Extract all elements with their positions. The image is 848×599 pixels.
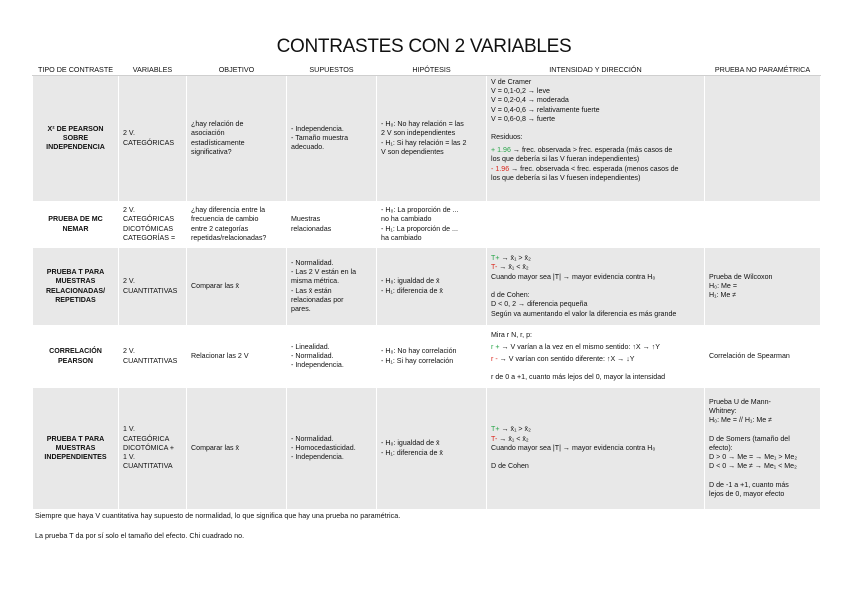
- variables-cell: 2 V. CUANTITATIVAS: [123, 277, 178, 295]
- table-row: [33, 326, 821, 388]
- positive-residual-mark: + 1.96: [491, 146, 511, 155]
- t-interpretation-text: Cuando mayor sea |T| → mayor evidencia contra H₀ D de Cohen: [491, 443, 656, 471]
- footnote: La prueba T da por sí solo el tamaño del efecto. Chi cuadrado no.: [35, 531, 245, 540]
- page-title: CONTRASTES CON 2 VARIABLES: [276, 36, 572, 57]
- objetivo-cell: ¿hay relación de asociación estadísticamente significativa?: [191, 120, 245, 156]
- t-interpretation-text: Cuando mayor sea |T| → mayor evidencia contra H₀ d de Cohen: D < 0, 2 → diferencia pequeña Según va aumentando el valor la diferencia es más grande: [491, 272, 677, 318]
- variables-cell: 1 V. CATEGÓRICA DICOTÓMICA + 1 V. CUANTITATIVA: [123, 425, 175, 471]
- t-positive-text: → x̄₁ > x̄₂: [499, 425, 531, 434]
- r-negative-text: → V varían con sentido diferente: ↑X → ↓Y: [497, 355, 635, 363]
- table-row: [33, 76, 821, 202]
- cramer-text: V de Cramer V = 0,1-0,2 → leve V = 0,2-0,4 → moderada V = 0,4-0,6 → relativamente fuerte V = 0,6-0,8 → fuerte: [491, 78, 600, 123]
- header-intensidad: INTENSIDAD Y DIRECCIÓN: [487, 64, 705, 76]
- header-supuestos: SUPUESTOS: [287, 64, 377, 76]
- intensidad-cell: [487, 388, 705, 510]
- hipotesis-cell: - H₀: La proporción de ... no ha cambiado - H₁: La proporción de ... ha cambiado: [381, 206, 459, 242]
- t-negative-text: → x̄₁ < x̄₂: [497, 434, 529, 443]
- noparam-cell: Correlación de Spearman: [709, 351, 790, 360]
- r-positive-mark: r +: [491, 342, 500, 351]
- objetivo-cell: Relacionar las 2 V: [191, 351, 249, 360]
- correlation-head: Mira r N, r, p:: [491, 330, 532, 339]
- t-negative-mark: T-: [491, 434, 498, 443]
- noparam-cell: Prueba U de Mann- Whitney: H₀: Me = // H₁: Me ≠ D de Somers (tamaño del efecto): D > 0 → Me = → Me₁ > Me₂ D < 0 → Me ≠ → Me₁ < Me₂ D de -1 a +1, cuanto más lejos de 0, mayor efecto: [709, 397, 798, 498]
- supuestos-cell: - Normalidad. - Homocedasticidad. - Independencia.: [291, 434, 356, 462]
- table-header-row: [33, 64, 821, 76]
- t-positive-mark: T+: [491, 254, 500, 263]
- variables-cell: 2 V. CATEGÓRICAS: [123, 129, 175, 147]
- supuestos-cell: Muestras relacionadas: [291, 215, 332, 233]
- contrast-name: PRUEBA T PARA MUESTRAS RELACIONADAS/ REPETIDAS: [45, 268, 106, 304]
- t-negative-mark: T-: [491, 263, 498, 272]
- supuestos-cell: - Linealidad. - Normalidad. - Independencia.: [291, 342, 344, 370]
- hipotesis-cell: - H₀: No hay correlación - H₁: Si hay correlación: [381, 347, 457, 365]
- t-positive-text: → x̄₁ > x̄₂: [499, 254, 531, 263]
- variables-cell: 2 V. CUANTITATIVAS: [123, 347, 178, 365]
- intensidad-cell: [487, 248, 705, 326]
- contrast-name: X² DE PEARSON SOBRE INDEPENDENCIA: [46, 124, 105, 152]
- footnote: Siempre que haya V cuantitativa hay supuesto de normalidad, lo que significa que hay una prueba no paramétrica.: [35, 511, 401, 520]
- negative-residual-mark: - 1.96: [491, 164, 510, 173]
- t-negative-text: → x̄₁ < x̄₂: [497, 263, 529, 272]
- r-negative-mark: r -: [491, 355, 498, 363]
- hipotesis-cell: - H₀: igualdad de x̄ - H₁: diferencia de x̄: [381, 277, 443, 295]
- header-objetivo: OBJETIVO: [187, 64, 287, 76]
- header-no-parametrica: PRUEBA NO PARAMÉTRICA: [705, 64, 821, 76]
- negative-residual-text: → frec. observada < frec. esperada (menos casos de los que debería si las V fuesen independientes): [491, 164, 679, 182]
- header-hipotesis: HIPÓTESIS: [377, 64, 487, 76]
- header-variables: VARIABLES: [119, 64, 187, 76]
- correlation-tail: r de 0 a +1, cuanto más lejos del 0, mayor la intensidad: [491, 373, 666, 382]
- supuestos-cell: - Normalidad. - Las 2 V están en la misma métrica. - Las x̄ están relacionadas por pares.: [291, 258, 357, 313]
- noparam-cell: Prueba de Wilcoxon H₀: Me = H₁: Me ≠: [709, 272, 773, 300]
- supuestos-cell: - Independencia. - Tamaño muestra adecuado.: [291, 124, 349, 152]
- residuos-label: Residuos:: [491, 133, 523, 142]
- objetivo-cell: Comparar las x̄: [191, 281, 240, 290]
- contrast-name: PRUEBA DE MC NEMAR: [48, 215, 103, 233]
- positive-residual-text: → frec. observada > frec. esperada (más casos de los que debería si las V fueran independientes): [491, 146, 673, 164]
- intensidad-cell: [487, 76, 705, 202]
- contrast-name: PRUEBA T PARA MUESTRAS INDEPENDIENTES: [44, 434, 107, 462]
- table-row: [33, 202, 821, 248]
- table-row: [33, 388, 821, 510]
- header-tipo: TIPO DE CONTRASTE: [33, 64, 119, 76]
- r-positive-text: → V varían a la vez en el mismo sentido: ↑X → ↑Y: [499, 342, 660, 351]
- hipotesis-cell: - H₀: igualdad de x̄ - H₁: diferencia de x̄: [381, 439, 443, 457]
- t-positive-mark: T+: [491, 425, 500, 434]
- objetivo-cell: ¿hay diferencia entre la frecuencia de cambio entre 2 categorías repetidas/relacionadas?: [191, 206, 267, 242]
- intensidad-cell: [487, 326, 705, 388]
- objetivo-cell: Comparar las x̄: [191, 443, 240, 452]
- contrasts-table: [32, 64, 821, 510]
- variables-cell: 2 V. CATEGÓRICAS DICOTÓMICAS CATEGORÍAS =: [123, 206, 176, 242]
- hipotesis-cell: - H₀: No hay relación = las 2 V son independientes - H₁: Si hay relación = las 2 V son dependientes: [381, 120, 467, 156]
- table-row: [33, 248, 821, 326]
- contrast-name: CORRELACIÓN PEARSON: [49, 347, 102, 365]
